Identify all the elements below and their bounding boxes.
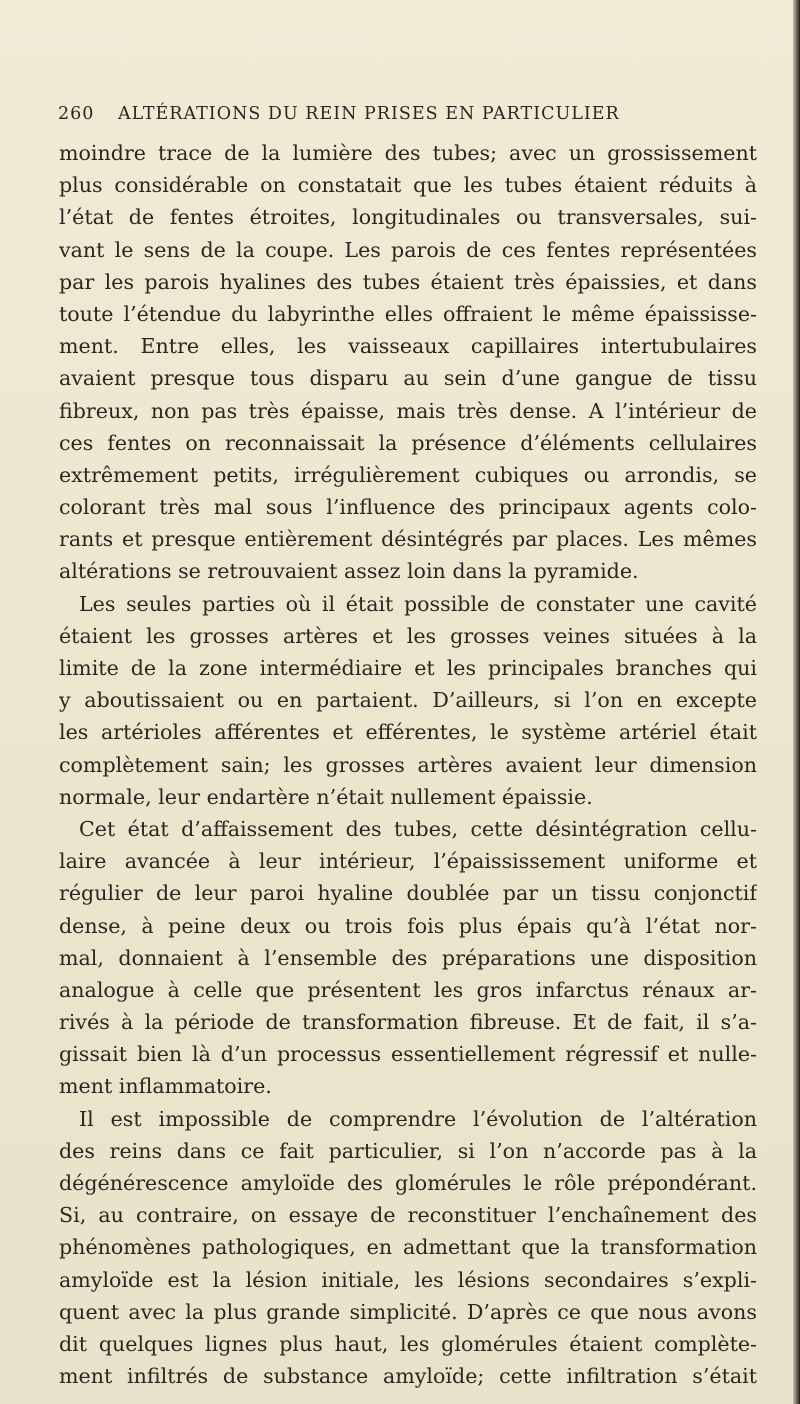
- body-text: [59, 137, 757, 1392]
- text-line: les artérioles afférentes et efférentes, le système artériel était: [59, 720, 757, 745]
- text-line: ces fentes on reconnaissait la présence d’éléments cellulaires: [59, 430, 757, 455]
- running-head: ALTÉRATIONS DU REIN PRISES EN PARTICULIER: [118, 104, 620, 124]
- text-line: extrêmement petits, irrégulièrement cubiques ou arrondis, se: [59, 462, 757, 487]
- text-line: rivés à la période de transformation fibreuse. Et de fait, il s’a-: [59, 1010, 757, 1035]
- page-edge-shadow: [793, 0, 800, 1404]
- text-line: dense, à peine deux ou trois fois plus épais qu’à l’état nor-: [59, 913, 757, 938]
- text-line: colorant très mal sous l’influence des principaux agents colo-: [59, 495, 757, 520]
- text-line: dit quelques lignes plus haut, les glomérules étaient complète-: [59, 1331, 757, 1356]
- paragraph-last-line: ment inflammatoire.: [59, 1074, 272, 1099]
- page-number: 260: [58, 104, 95, 124]
- text-line: gissait bien là d’un processus essentiellement régressif et nulle-: [59, 1042, 757, 1067]
- text-line: des reins dans ce fait particulier, si l’on n’accorde pas à la: [59, 1138, 757, 1163]
- text-line: ment. Entre elles, les vaisseaux capillaires intertubulaires: [59, 334, 757, 359]
- text-line: avaient presque tous disparu au sein d’une gangue de tissu: [59, 366, 757, 391]
- paragraph-first-line: Cet état d’affaissement des tubes, cette désintégration cellu-: [79, 816, 757, 841]
- text-line: régulier de leur paroi hyaline doublée par un tissu conjonctif: [59, 881, 757, 906]
- text-line: amyloïde est la lésion initiale, les lésions secondaires s’expli-: [59, 1267, 757, 1292]
- text-line: ment infiltrés de substance amyloïde; cette infiltration s’était: [59, 1364, 757, 1389]
- text-line: l’état de fentes étroites, longitudinales ou transversales, sui-: [59, 205, 757, 230]
- paragraph-last-line: normale, leur endartère n’était nullement épaissie.: [59, 784, 593, 809]
- text-line: laire avancée à leur intérieur, l’épaississement uniforme et: [59, 849, 757, 874]
- paragraph-last-line: altérations se retrouvaient assez loin dans la pyramide.: [59, 559, 639, 584]
- text-line: analogue à celle que présentent les gros infarctus rénaux ar-: [59, 977, 757, 1002]
- text-line: étaient les grosses artères et les grosses veines situées à la: [59, 623, 757, 648]
- text-line: phénomènes pathologiques, en admettant que la transformation: [59, 1235, 757, 1260]
- paragraph-first-line: Il est impossible de comprendre l’évolution de l’altération: [79, 1106, 757, 1131]
- text-line: y aboutissaient ou en partaient. D’ailleurs, si l’on en excepte: [59, 688, 757, 713]
- paragraph-first-line: Les seules parties où il était possible de constater une cavité: [79, 591, 757, 616]
- text-line: vant le sens de la coupe. Les parois de ces fentes représentées: [59, 237, 757, 262]
- text-line: plus considérable on constatait que les tubes étaient réduits à: [59, 173, 757, 198]
- text-line: limite de la zone intermédiaire et les principales branches qui: [59, 656, 757, 680]
- text-line: mal, donnaient à l’ensemble des préparations une disposition: [59, 945, 757, 970]
- text-line: toute l’étendue du labyrinthe elles offraient le même épaississe-: [59, 301, 757, 326]
- text-line: fibreux, non pas très épaisse, mais très dense. A l’intérieur de: [59, 398, 757, 423]
- text-line: complètement sain; les grosses artères avaient leur dimension: [59, 752, 757, 777]
- text-line: moindre trace de la lumière des tubes; avec un grossissement: [59, 141, 757, 165]
- text-line: Si, au contraire, on essaye de reconstituer l’enchaînement des: [59, 1203, 757, 1228]
- text-line: quent avec la plus grande simplicité. D’après ce que nous avons: [59, 1299, 757, 1324]
- text-line: rants et presque entièrement désintégrés par places. Les mêmes: [59, 527, 757, 552]
- page-header: [58, 104, 758, 130]
- text-line: par les parois hyalines des tubes étaient très épaissies, et dans: [59, 269, 757, 294]
- text-line: dégénérescence amyloïde des glomérules le rôle prépondérant.: [59, 1171, 757, 1195]
